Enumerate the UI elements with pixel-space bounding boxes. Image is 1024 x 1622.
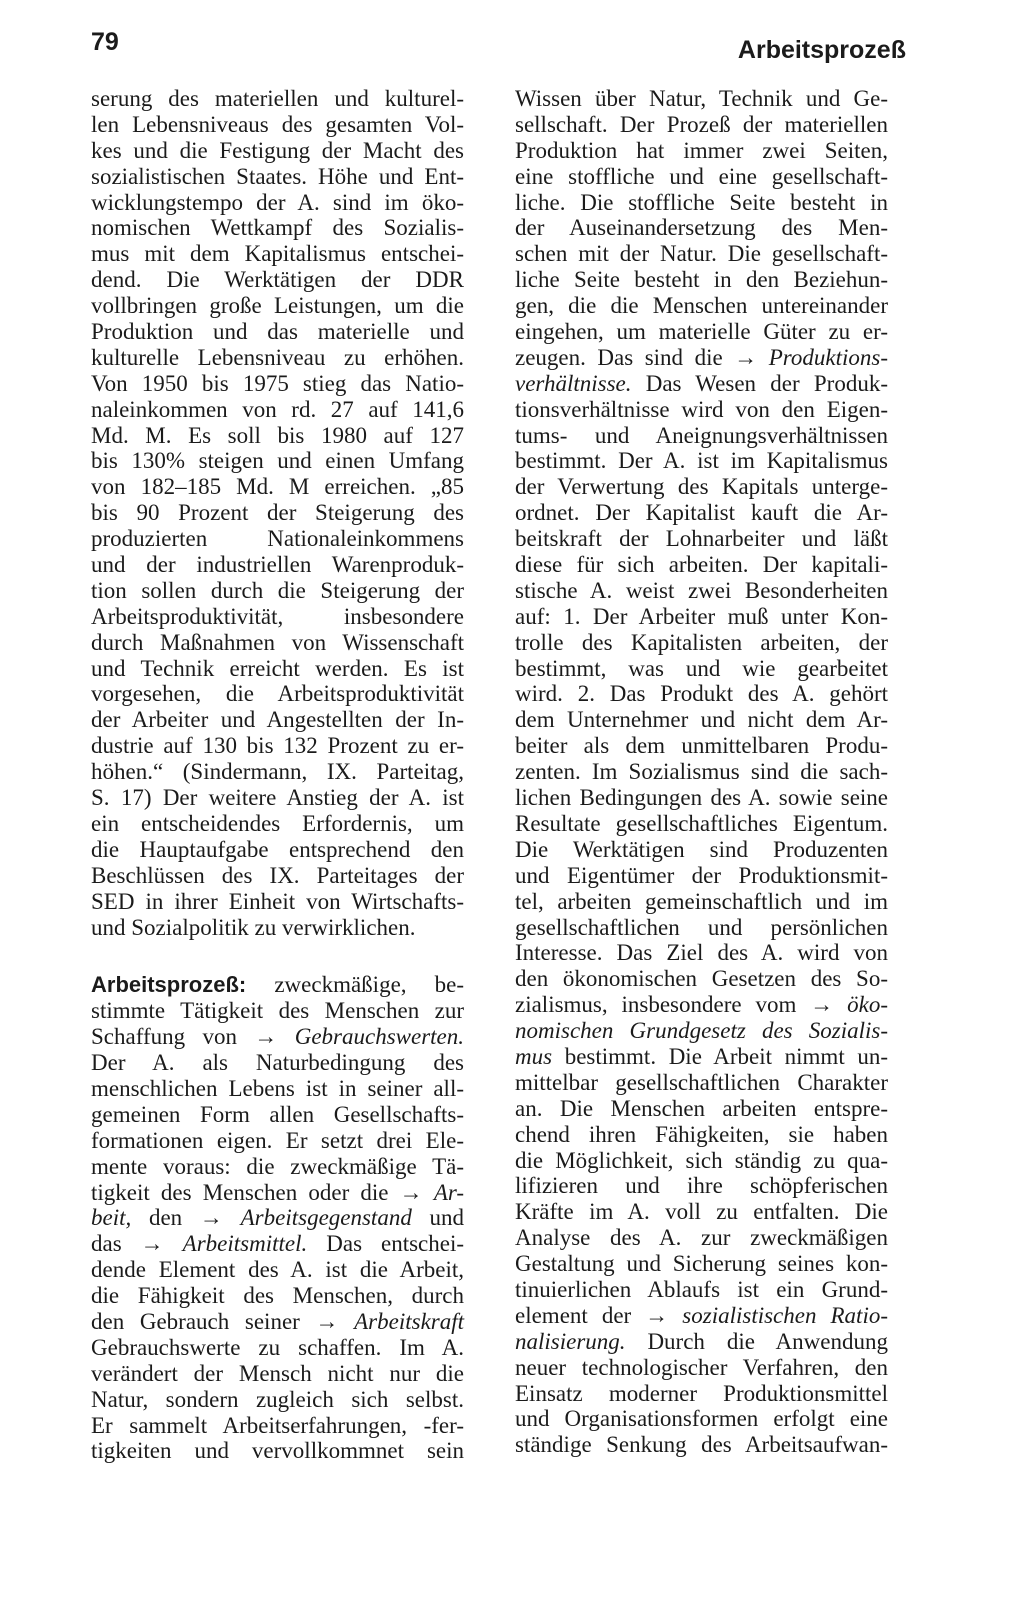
text-line: tums- und Aneignungsverhältnissen: [515, 422, 888, 448]
text-line: [515, 1303, 888, 1329]
text-fragment: und: [429, 1205, 465, 1231]
text-line: Produktion und das materielle und: [91, 319, 464, 345]
text-fragment: Das Wesen der Produk-: [645, 370, 888, 396]
cross-reference-arrow: →: [645, 1302, 669, 1328]
cross-reference-arrow: →: [810, 992, 834, 1018]
text-fragment: bestimmt. Die Arbeit nimmt un-: [564, 1043, 889, 1069]
text-line: die Fähigkeit des Menschen, durch: [91, 1283, 464, 1309]
text-line: stische A. weist zwei Besonderheiten: [515, 577, 888, 603]
text-line: Arbeitsproduktivität, insbesondere: [91, 603, 464, 629]
text-line: tinuierlichen Ablaufs ist ein Grund-: [515, 1276, 888, 1302]
text-line: durch Maßnahmen von Wissenschaft: [91, 629, 464, 655]
cross-reference: Arbeitsmittel.: [182, 1231, 308, 1257]
text-line: tionsverhältnisse wird von den Eigen-: [515, 396, 888, 422]
text-line: [91, 1205, 464, 1231]
text-line: liche Seite besteht in den Beziehun-: [515, 267, 888, 293]
text-line: sellschaft. Der Prozeß der materiellen: [515, 111, 888, 137]
text-fragment: tigkeit des Menschen oder die: [91, 1179, 389, 1205]
text-line: Gestaltung und Sicherung seines kon-: [515, 1251, 888, 1277]
text-line: von 182–185 Md. M erreichen. „85: [91, 474, 464, 500]
text-line: produzierten Nationaleinkommens: [91, 526, 464, 552]
cross-reference: nomischen Grundgesetz des Sozialis-: [515, 1018, 888, 1044]
text-line: und Technik erreicht werden. Es ist: [91, 655, 464, 681]
text-line: bis 130% steigen und einen Umfang: [91, 448, 464, 474]
text-line: und der industriellen Warenproduk-: [91, 552, 464, 578]
text-line: dende Element des A. ist die Arbeit,: [91, 1257, 464, 1283]
text-line: [91, 1180, 464, 1206]
text-line: Interesse. Das Ziel des A. wird von: [515, 940, 888, 966]
text-fragment: zweckmäßige, be-: [274, 972, 464, 998]
text-line: [515, 345, 888, 371]
text-line: Kräfte im A. voll zu entfalten. Die: [515, 1199, 888, 1225]
text-line: dend. Die Werktätigen der DDR: [91, 267, 464, 293]
cross-reference: Arbeitsgegenstand: [240, 1205, 412, 1231]
cross-reference: Arbeitskraft: [354, 1308, 465, 1334]
text-line: Einsatz moderner Produktionsmittel: [515, 1380, 888, 1406]
text-line: eingehen, um materielle Güter zu er-: [515, 319, 888, 345]
text-line: und Sozialpolitik zu verwirklichen.: [91, 914, 416, 940]
text-line: Analyse des A. zur zweckmäßigen: [515, 1225, 888, 1251]
text-line: [515, 1329, 888, 1355]
text-line: nomischen Wettkampf des Sozialis-: [91, 215, 464, 241]
text-line: Natur, sondern zugleich sich selbst.: [91, 1386, 464, 1412]
text-line: Beschlüssen des IX. Parteitages der: [91, 862, 464, 888]
text-line: trolle des Kapitalisten arbeiten, der: [515, 629, 888, 655]
text-fragment: element der: [515, 1302, 632, 1328]
text-line: eine stoffliche und eine gesellschaft-: [515, 163, 888, 189]
text-line: formationen eigen. Er setzt drei Ele-: [91, 1127, 464, 1153]
text-fragment: Schaffung von: [91, 1024, 237, 1050]
text-line: naleinkommen von rd. 27 auf 141,6: [91, 396, 464, 422]
cross-reference-arrow: →: [199, 1205, 223, 1231]
text-line: Von 1950 bis 1975 stieg das Natio-: [91, 370, 464, 396]
cross-reference: Produktions-: [768, 344, 888, 370]
text-line: neuer technologischer Verfahren, den: [515, 1354, 888, 1380]
cross-reference: verhältnisse.: [515, 370, 632, 396]
text-line: tion sollen durch die Steigerung der: [91, 577, 464, 603]
text-line: len Lebensniveaus des gesamten Vol-: [91, 111, 464, 137]
text-line: Die Werktätigen sind Produzenten: [515, 836, 888, 862]
text-line: tigkeiten und vervollkommnet sein: [91, 1438, 464, 1464]
cross-reference: beit,: [91, 1205, 132, 1231]
cross-reference-arrow: →: [734, 344, 758, 370]
cross-reference: Gebrauchswerten.: [294, 1024, 465, 1050]
text-fragment: zeugen. Das sind die: [515, 344, 723, 370]
right-column: [515, 86, 888, 1458]
text-line: gesellschaftlichen und persönlichen: [515, 914, 888, 940]
text-line: Gebrauchswerte zu schaffen. Im A.: [91, 1334, 464, 1360]
text-line: [515, 1044, 888, 1070]
text-fragment: Durch die Anwendung: [647, 1328, 888, 1354]
text-line: die Hauptaufgabe entsprechend den: [91, 836, 464, 862]
text-line: der Verwertung des Kapitals unterge-: [515, 474, 888, 500]
text-line: und Organisationsformen erfolgt eine: [515, 1406, 888, 1432]
text-line: der Arbeiter und Angestellten der In-: [91, 707, 464, 733]
text-line: Produktion hat immer zwei Seiten,: [515, 137, 888, 163]
text-line: vorgesehen, die Arbeitsproduktivität: [91, 681, 464, 707]
text-line: SED in ihrer Einheit von Wirtschafts-: [91, 888, 464, 914]
text-line: schen mit der Natur. Die gesellschaft-: [515, 241, 888, 267]
cross-reference: mus: [515, 1043, 553, 1069]
text-line: [515, 992, 888, 1018]
text-line: wird. 2. Das Produkt des A. gehört: [515, 681, 888, 707]
text-fragment: zialismus, insbesondere vom: [515, 992, 797, 1018]
text-line: mittelbar gesellschaftlichen Charakter: [515, 1069, 888, 1095]
text-line: Md. M. Es soll bis 1980 auf 127: [91, 422, 464, 448]
left-column: [91, 86, 464, 1464]
text-line: [515, 371, 888, 397]
text-line: verändert der Mensch nicht nur die: [91, 1360, 464, 1386]
text-line: Er sammelt Arbeitserfahrungen, -fer-: [91, 1412, 464, 1438]
cross-reference-arrow: →: [399, 1179, 423, 1205]
text-line: lichen Bedingungen des A. sowie seine: [515, 785, 888, 811]
text-line: höhen.“ (Sindermann, IX. Parteitag,: [91, 759, 464, 785]
text-line: lifizieren und ihre schöpferischen: [515, 1173, 888, 1199]
text-line: den ökonomischen Gesetzen des So-: [515, 966, 888, 992]
text-line: beitskraft der Lohnarbeiter und läßt: [515, 526, 888, 552]
text-line: und Eigentümer der Produktionsmit-: [515, 862, 888, 888]
text-line: dustrie auf 130 bis 132 Prozent zu er-: [91, 733, 464, 759]
text-line: [91, 1024, 464, 1050]
running-head: Arbeitsprozeß: [737, 36, 906, 64]
text-line: S. 17) Der weitere Anstieg der A. ist: [91, 785, 464, 811]
cross-reference: Ar-: [433, 1179, 465, 1205]
page-number: 79: [91, 28, 119, 56]
text-line: zenten. Im Sozialismus sind die sach-: [515, 759, 888, 785]
text-line: bis 90 Prozent der Steigerung des: [91, 500, 464, 526]
text-line: an. Die Menschen arbeiten entspre-: [515, 1095, 888, 1121]
cross-reference-arrow: →: [315, 1308, 339, 1334]
text-line: mente voraus: die zweckmäßige Tä-: [91, 1153, 464, 1179]
text-line: kes und die Festigung der Macht des: [91, 137, 464, 163]
text-line: mus mit dem Kapitalismus entschei-: [91, 241, 464, 267]
text-line: stimmte Tätigkeit des Menschen zur: [91, 998, 464, 1024]
text-line: die Möglichkeit, sich ständig zu qua-: [515, 1147, 888, 1173]
text-line: gemeinen Form allen Gesellschafts-: [91, 1101, 464, 1127]
text-fragment: den Gebrauch seiner: [91, 1308, 300, 1334]
text-fragment: das: [91, 1231, 122, 1257]
text-line: beiter als dem unmittelbaren Produ-: [515, 733, 888, 759]
text-line: [91, 1231, 464, 1257]
text-line: auf: 1. Der Arbeiter muß unter Kon-: [515, 603, 888, 629]
text-line: ständige Senkung des Arbeitsaufwan-: [515, 1432, 888, 1458]
text-line: sozialistischen Staates. Höhe und Ent-: [91, 163, 464, 189]
text-line: bestimmt, was und wie gearbeitet: [515, 655, 888, 681]
text-fragment: Das entschei-: [326, 1231, 465, 1257]
cross-reference-arrow: →: [140, 1231, 164, 1257]
text-line: Resultate gesellschaftliches Eigentum.: [515, 810, 888, 836]
text-line: wicklungstempo der A. sind im öko-: [91, 189, 464, 215]
text-line: chend ihren Fähigkeiten, sie haben: [515, 1121, 888, 1147]
text-line: der Auseinandersetzung des Men-: [515, 215, 888, 241]
text-line: diese für sich arbeiten. Der kapitali-: [515, 552, 888, 578]
text-line: Der A. als Naturbedingung des: [91, 1050, 464, 1076]
text-line: [515, 1018, 888, 1044]
text-line: Wissen über Natur, Technik und Ge-: [515, 86, 888, 111]
cross-reference-arrow: →: [254, 1024, 278, 1050]
text-fragment: den: [148, 1205, 183, 1231]
entry-first-line: [91, 972, 464, 998]
entry-gap: [91, 940, 464, 972]
text-line: tel, arbeiten gemeinschaftlich und im: [515, 888, 888, 914]
text-line: ein entscheidendes Erfordernis, um: [91, 810, 464, 836]
text-line: bestimmt. Der A. ist im Kapitalismus: [515, 448, 888, 474]
cross-reference: nalisierung.: [515, 1328, 626, 1354]
text-line: kulturelle Lebensniveau zu erhöhen.: [91, 344, 464, 370]
text-line: vollbringen große Leistungen, um die: [91, 293, 464, 319]
cross-reference: sozialistischen Ratio-: [682, 1302, 888, 1328]
text-line: dem Unternehmer und nicht dem Ar-: [515, 707, 888, 733]
text-line: serung des materiellen und kulturel-: [91, 86, 464, 111]
text-line: liche. Die stoffliche Seite besteht in: [515, 189, 888, 215]
text-line: [91, 1309, 464, 1335]
cross-reference: öko-: [847, 992, 889, 1018]
text-line: gen, die die Menschen untereinander: [515, 293, 888, 319]
entry-headword: Arbeitsprozeß:: [91, 972, 247, 998]
text-line: menschlichen Lebens ist in seiner all-: [91, 1075, 464, 1101]
text-line: ordnet. Der Kapitalist kauft die Ar-: [515, 500, 888, 526]
